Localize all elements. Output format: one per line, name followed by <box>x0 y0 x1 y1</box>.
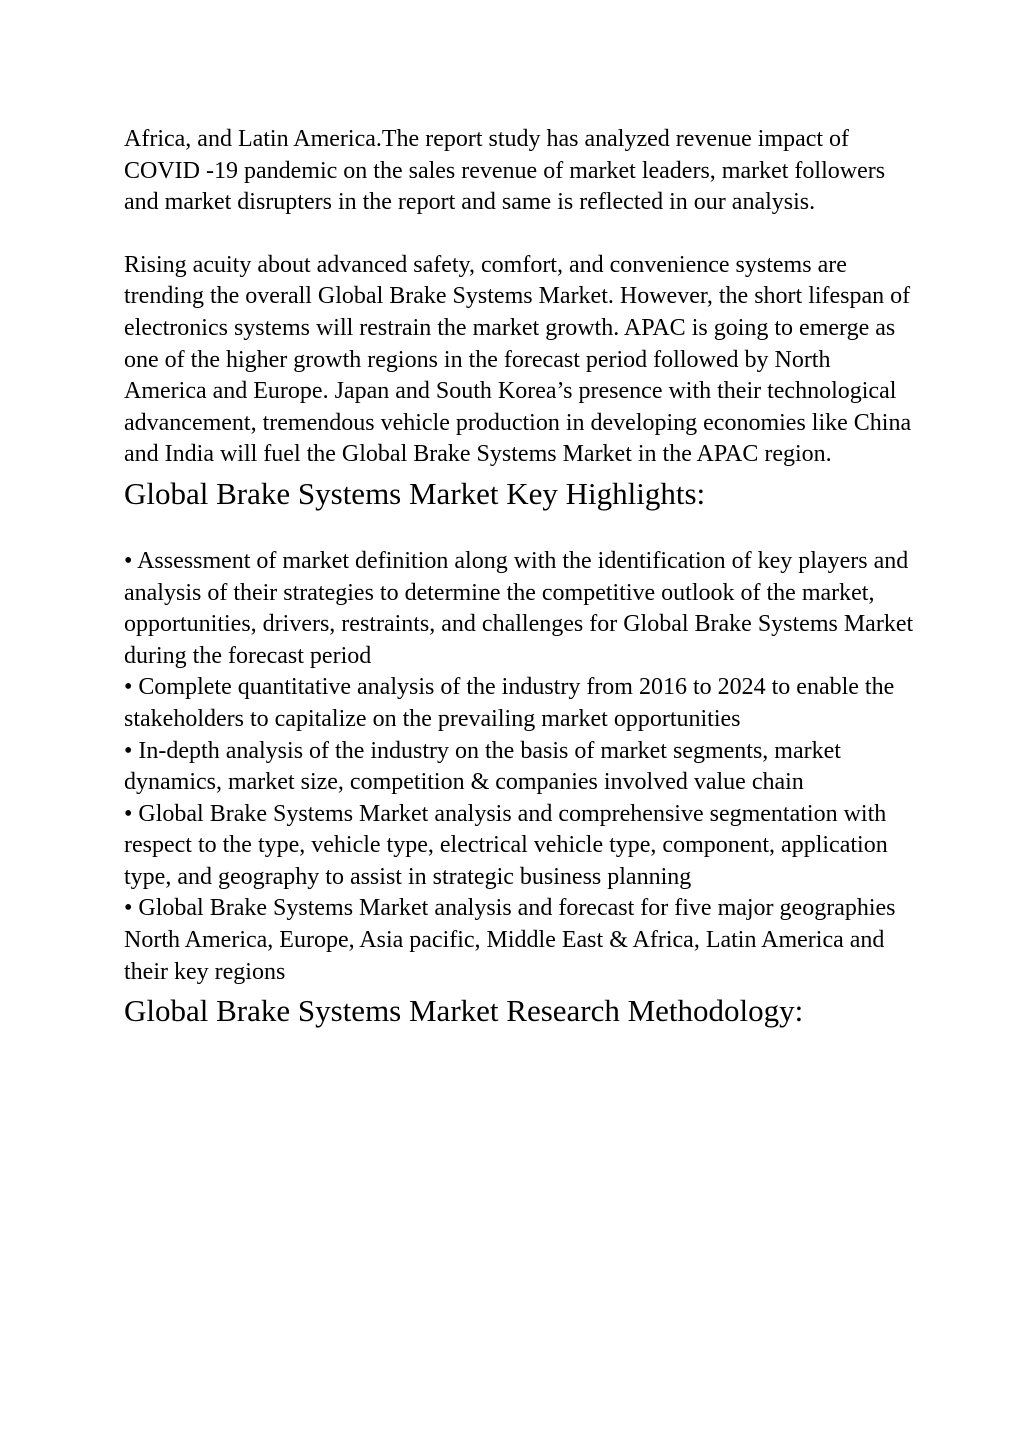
list-item <box>124 799 914 894</box>
bullet-icon: • <box>124 800 133 827</box>
list-item-text: Global Brake Systems Market analysis and forecast for five major geographies North America, Europe, Asia pacific, Middle East & Africa, Latin America and their key regions <box>124 895 896 985</box>
list-item <box>124 893 914 988</box>
bullet-icon: • <box>124 547 133 574</box>
intro-paragraph-2: Rising acuity about advanced safety, comfort, and convenience systems are trending the overall Global Brake Systems Market. However, the short lifespan of electronics systems will restrain the market growth. APAC is going to emerge as one of the higher growth regions in the forecast period followed by North America and Europe. Japan and South Korea’s presence with their technological advancement, tremendous vehicle production in developing economies like China and India will fuel the Global Brake Systems Market in the APAC region. <box>124 251 912 468</box>
paragraph-spacer <box>124 219 914 250</box>
bullet-icon: • <box>124 895 133 922</box>
key-highlights-heading: Global Brake Systems Market Key Highlights: <box>124 475 706 511</box>
key-highlights-list <box>124 546 914 988</box>
research-methodology-heading: Global Brake Systems Market Research Methodology: <box>124 993 804 1029</box>
list-item-text: Complete quantitative analysis of the industry from 2016 to 2024 to enable the stakeholders to capitalize on the prevailing market opportunities <box>124 674 895 732</box>
intro-paragraph-1: Africa, and Latin America.The report study has analyzed revenue impact of COVID -19 pandemic on the sales revenue of market leaders, market followers and market disrupters in the report and same is reflected in our analysis. <box>124 126 886 216</box>
list-item <box>124 736 914 799</box>
list-item-text: Assessment of market definition along with the identification of key players and analysis of their strategies to determine the competitive outlook of the market, opportunities, drivers, restraints, and challenges for Global Brake Systems Market during the forecast period <box>124 547 914 669</box>
list-item <box>124 672 914 735</box>
heading-spacer <box>124 515 914 546</box>
document-page <box>124 124 914 1032</box>
list-item-text: In-depth analysis of the industry on the basis of market segments, market dynamics, market size, competition & companies involved value chain <box>124 737 841 796</box>
list-item-text: Global Brake Systems Market analysis and comprehensive segmentation with respect to the type, vehicle type, electrical vehicle type, component, application type, and geography to assist in strategic business planning <box>124 800 888 890</box>
list-item <box>124 546 914 672</box>
bullet-icon: • <box>124 674 133 701</box>
bullet-icon: • <box>124 737 133 764</box>
